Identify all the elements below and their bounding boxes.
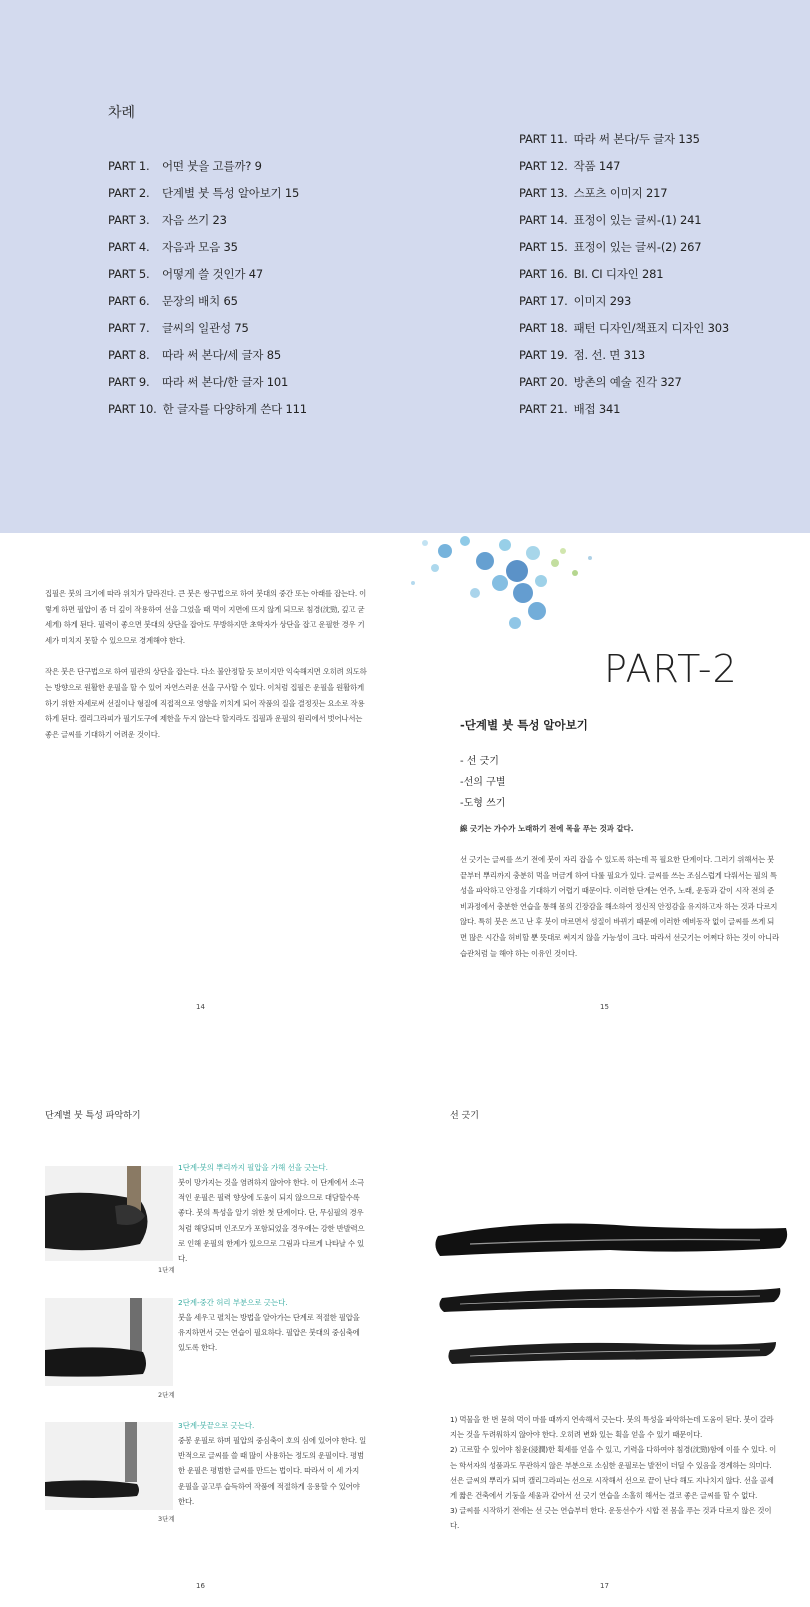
page-number-14: 14 xyxy=(196,1003,205,1011)
toc-item xyxy=(519,131,729,158)
toc-part-title: 따라 써 본다/세 글자 85 xyxy=(162,348,282,362)
toc-part-title: 한 글자를 다양하게 쓴다 111 xyxy=(162,402,307,416)
page-number-16: 16 xyxy=(196,1582,205,1590)
step-1-heading: 1단계-붓의 뿌리까지 필압을 가해 선을 긋는다. xyxy=(178,1163,328,1172)
toc-item xyxy=(519,374,729,401)
part-topic-list xyxy=(460,752,505,815)
toc-part-title: 배접 341 xyxy=(573,402,621,416)
toc-part-title: 문장의 배치 65 xyxy=(162,294,238,308)
toc-item xyxy=(108,320,307,347)
page-number-15: 15 xyxy=(600,1003,609,1011)
toc-item xyxy=(519,158,729,185)
toc-item xyxy=(108,401,307,428)
step-1-body: 붓이 망가지는 것을 염려하지 않아야 한다. 이 단계에서 소극적인 운필은 필력 향상에 도움이 되지 않으므로 대담할수록 좋다. 붓의 특성을 알기 위한 첫 단계이다. 단, 무심필의 경우처럼 해당되며 인조모가 포함되었을 경우에는 강한 반발력으로 인해 운필의 한계가 있으므로 그림과 다르게 나타날 수 있다. xyxy=(178,1178,365,1264)
toc-part-title: 점. 선. 면 313 xyxy=(573,348,645,362)
toc-part-title: 스포츠 이미지 217 xyxy=(573,186,668,200)
toc-title: 차례 xyxy=(108,105,136,121)
toc-part-label: PART 15. xyxy=(519,240,568,254)
brush-step-2-photo xyxy=(45,1298,173,1386)
toc-part-label: PART 16. xyxy=(519,267,568,281)
toc-part-label: PART 14. xyxy=(519,213,568,227)
toc-part-title: 자음 쓰기 23 xyxy=(162,213,227,227)
toc-item xyxy=(108,293,307,320)
page-17-note: 1) 먹물을 한 번 묻혀 먹이 마를 때까지 연속해서 긋는다. 붓의 특성을 파악하는데 도움이 된다. 붓이 갈라지는 것을 두려워하지 않아야 한다. 오히려 변화 있는 획을 얻을 수 있기 때문이다. xyxy=(450,1415,774,1440)
toc-part-label: PART 12. xyxy=(519,159,568,173)
step-1-caption: 1단계 xyxy=(158,1266,175,1274)
toc-item xyxy=(519,401,729,428)
toc-part-label: PART 17. xyxy=(519,294,568,308)
step-3-caption: 3단계 xyxy=(158,1515,175,1523)
brush-step-1-photo xyxy=(45,1166,173,1261)
toc-part-title: 표정이 있는 글씨-(1) 241 xyxy=(573,213,702,227)
toc-part-title: 어떤 붓을 고를까? 9 xyxy=(162,159,262,173)
toc-part-title: 이미지 293 xyxy=(573,294,632,308)
toc-part-title: 작품 147 xyxy=(573,159,621,173)
part-topic-item: - 선 긋기 xyxy=(460,756,499,767)
part-topic-item: -도형 쓰기 xyxy=(460,798,506,809)
toc-part-label: PART 19. xyxy=(519,348,568,362)
toc-part-label: PART 21. xyxy=(519,402,568,416)
toc-item xyxy=(519,185,729,212)
toc-part-label: PART 13. xyxy=(519,186,568,200)
toc-part-title: 자음과 모음 35 xyxy=(162,240,238,254)
toc-list-left xyxy=(108,158,307,428)
step-1-text xyxy=(178,1160,368,1266)
toc-part-title: 패턴 디자인/책표지 디자인 303 xyxy=(573,321,729,335)
toc-part-title: 따라 써 본다/두 글자 135 xyxy=(573,132,700,146)
page-16-title: 단계별 붓 특성 파악하기 xyxy=(45,1111,141,1121)
page-17-notes xyxy=(450,1412,780,1534)
toc-part-title: 글씨의 일관성 75 xyxy=(162,321,249,335)
brush-strokes-illustration xyxy=(430,1210,795,1370)
toc-part-title: 따라 써 본다/한 글자 101 xyxy=(162,375,289,389)
page-14-paragraph: 작은 붓은 단구법으로 하여 필관의 상단을 잡는다. 다소 불안정할 듯 보이지만 익숙해지면 오히려 의도하는 방향으로 원활한 운필을 할 수 있어 자연스러운 선을 구사할 수 있다. 이처럼 집필은 운필을 원활하게 하기 위한 자세로써 선질이나 형질에 직접적으로 영향을 끼치게 되어 작품의 질을 결정짓는 요소로 작용하게 된다. 캘리그라피가 필기도구에 제한을 두지 않는다 할지라도 집필과 운필의 원리에서 벗어나서는 좋은 글씨를 기대하기 어려운 것이다. xyxy=(45,667,367,739)
toc-item xyxy=(108,266,307,293)
toc-item xyxy=(108,374,307,401)
step-2-heading: 2단계-중간 허리 부분으로 긋는다. xyxy=(178,1298,288,1307)
toc-item xyxy=(108,347,307,374)
part-topic-item: -선의 구별 xyxy=(460,777,506,788)
toc-list-right xyxy=(519,131,729,428)
toc-part-label: PART 4. xyxy=(108,240,150,254)
page-17-title: 선 긋기 xyxy=(450,1111,479,1121)
toc-item xyxy=(108,185,307,212)
spread-divider xyxy=(0,1068,810,1069)
toc-part-label: PART 6. xyxy=(108,294,150,308)
toc-part-title: 어떻게 쓸 것인가 47 xyxy=(162,267,263,281)
toc-part-title: 표정이 있는 글씨-(2) 267 xyxy=(573,240,702,254)
toc-part-label: PART 20. xyxy=(519,375,568,389)
page-15-lead: 線 긋기는 가수가 노래하기 전에 목을 푸는 것과 같다. xyxy=(460,824,634,833)
step-3-heading: 3단계-붓끝으로 긋는다. xyxy=(178,1421,255,1430)
part-heading: PART-2 xyxy=(604,647,738,691)
toc-part-label: PART 1. xyxy=(108,159,150,173)
toc-part-title: 방촌의 예술 진각 327 xyxy=(573,375,682,389)
page-15-body: 선 긋기는 글씨를 쓰기 전에 붓이 자리 잡을 수 있도록 하는데 꼭 필요한 단계이다. 그러기 위해서는 붓 끝부터 뿌리까지 충분히 먹을 머금게 하여 다룰 필요가 있다. 글씨를 쓰는 조심스럽게 다뤄서는 필의 특성을 파악하고 안정을 기대하기 어렵기 때문이다. 이러한 단계는 연주, 노래, 운동과 같이 시작 전의 준비과정에서 충분한 연습을 통해 몸의 긴장감을 해소하여 정신적 안정감을 유지하고자 하는 것과 다르지 않다. 특히 붓은 쓰고 난 후 붓이 마르면서 성질이 바뀌기 때문에 이러한 예비동작 없이 글씨를 쓰게 되면 많은 시간을 허비할 뿐 뜻대로 써지지 않을 가능성이 크다. 따라서 선긋기는 어쩌다 하는 것이 아니라 습관처럼 늘 해야 하는 이유인 것이다. xyxy=(460,855,779,958)
part-subtitle: -단계별 붓 특성 알아보기 xyxy=(460,718,588,732)
step-2-body: 붓을 세우고 펼치는 방법을 알아가는 단계로 적절한 필압을 유지하면서 긋는 연습이 필요하다. 필압은 붓대의 중심축에 있도록 한다. xyxy=(178,1313,360,1353)
toc-part-label: PART 2. xyxy=(108,186,150,200)
toc-item xyxy=(519,320,729,347)
toc-item xyxy=(519,347,729,374)
step-3-text xyxy=(178,1418,368,1509)
toc-item xyxy=(519,212,729,239)
toc-part-title: 단계별 붓 특성 알아보기 15 xyxy=(162,186,300,200)
page-17-note: 2) 고르할 수 있어야 침윤(浸潤)한 획세를 얻을 수 있고, 기력을 다하여야 침경(沈勁)함에 이를 수 있다. 이는 학서자의 성품과도 무관하지 않은 부분으로 소심한 운필로는 발전이 더딜 수 있음을 경계하는 의미다. 선은 글씨의 뿌리가 되며 캘리그라피는 선으로 시작해서 선으로 끝이 난다 해도 지나치지 않다. 선을 골세게 짧은 건축에서 기둥을 세움과 같아서 선 긋기 연습을 소홀히 해서는 결코 좋은 글씨를 할 수 없다. xyxy=(450,1445,777,1501)
toc-item xyxy=(108,239,307,266)
toc-part-label: PART 8. xyxy=(108,348,150,362)
toc-item xyxy=(108,158,307,185)
step-2-text xyxy=(178,1295,368,1356)
ink-splash-illustration xyxy=(405,533,635,648)
toc-part-label: PART 10. xyxy=(108,402,157,416)
toc-item xyxy=(519,266,729,293)
page-number-17: 17 xyxy=(600,1582,609,1590)
page-14-paragraph: 집필은 붓의 크기에 따라 위치가 달라진다. 큰 붓은 쌍구법으로 하여 붓대의 중간 또는 아래를 잡는다. 이렇게 하면 필압이 좀 더 깊이 작용하여 선을 그었을 때 먹이 지면에 뜨지 않게 되므로 침경(沈勁, 깊고 굳세게) 하게 된다. 필력이 좋으면 붓대의 상단을 잡아도 무방하지만 초학자가 상단을 잡고 운필한 경우 기세가 미치지 못할 수 있으므로 경계해야 한다. xyxy=(45,589,367,645)
brush-step-3-photo xyxy=(45,1422,173,1510)
toc-part-label: PART 18. xyxy=(519,321,568,335)
page-14-text xyxy=(45,586,370,758)
toc-item xyxy=(108,212,307,239)
toc-part-label: PART 11. xyxy=(519,132,568,146)
toc-part-label: PART 3. xyxy=(108,213,150,227)
step-3-body: 중봉 운필로 하며 필압의 중심축이 호의 심에 있어야 한다. 일반적으로 글씨를 쓸 때 많이 사용하는 정도의 운필이다. 평범한 운필은 평범한 글씨를 만드는 법이다. 따라서 이 세 가지 운필을 골고루 습득하여 작품에 적절하게 응용할 수 있어야 한다. xyxy=(178,1436,367,1506)
page-17-note: 3) 글씨를 시작하기 전에는 선 긋는 연습부터 한다. 운동선수가 시합 전 몸을 푸는 것과 다르지 않은 것이다. xyxy=(450,1506,772,1531)
toc-part-label: PART 5. xyxy=(108,267,150,281)
toc-item xyxy=(519,293,729,320)
toc-item xyxy=(519,239,729,266)
step-2-caption: 2단계 xyxy=(158,1391,175,1399)
toc-part-label: PART 7. xyxy=(108,321,150,335)
table-of-contents xyxy=(0,0,810,533)
toc-part-label: PART 9. xyxy=(108,375,150,389)
toc-part-title: BI. CI 디자인 281 xyxy=(573,267,664,281)
